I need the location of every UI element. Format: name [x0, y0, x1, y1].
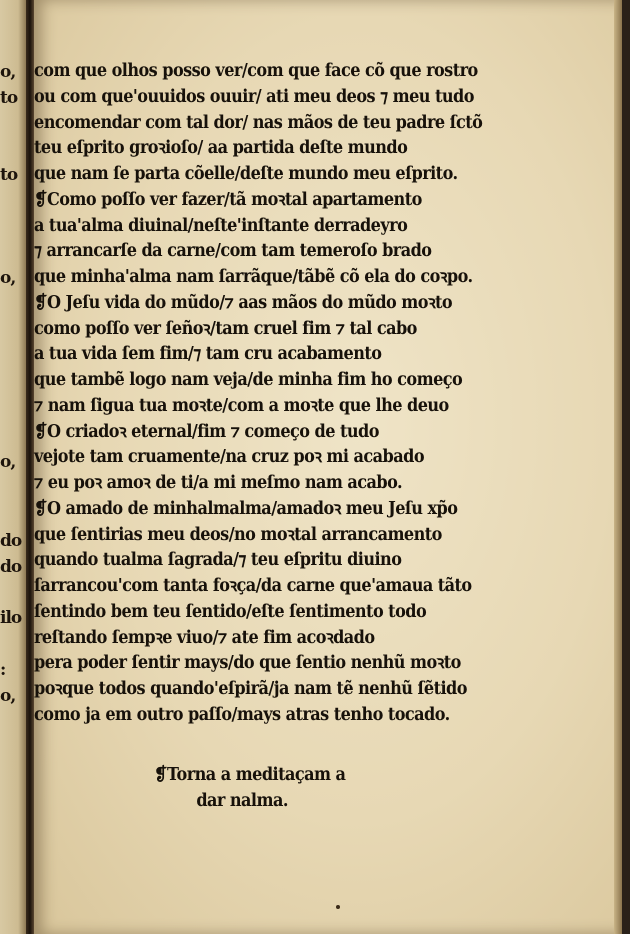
text-line: com que olhos posso ver/com que face cõ que rostro: [34, 61, 478, 81]
text-line: ſarrancou'com tanta foꝛça/da carne que'amaua tãto: [34, 576, 472, 596]
text-line: a tua vida ſem fim/⁊ tam cru acabamento: [34, 344, 382, 365]
facing-fragment: o,: [0, 452, 16, 472]
facing-fragment: do: [0, 531, 22, 551]
text-line: a tua'alma diuinal/neſte'inſtante derradeyro: [34, 215, 408, 236]
text-line: que ſentirias meu deos/no moꝛtal arrancamento: [34, 524, 442, 545]
page-right-edge: [614, 0, 622, 934]
text-line: ⁊ eu poꝛ amoꝛ de ti/a mi meſmo nam acabo.: [34, 473, 403, 493]
text-line: reſtando ſempꝛe viuo/⁊ ate fim acoꝛdado: [34, 627, 375, 648]
text-line: ❡O criadoꝛ eternal/fim ⁊ começo de tudo: [34, 421, 379, 442]
text-line: poꝛque todos quando'eſpirã/ja nam tẽ nenhũ ſẽtido: [34, 679, 467, 699]
facing-fragment: do: [0, 557, 22, 577]
ink-speck: [336, 905, 340, 909]
text-line: pera poder ſentir mays/do que ſentio nenhũ moꝛto: [34, 653, 461, 674]
facing-fragment: o,: [0, 686, 16, 706]
text-line: quando tualma ſagrada/⁊ teu eſpritu diuino: [34, 550, 402, 571]
text-line: ⁊ nam ſigua tua moꝛte/com a moꝛte que lhe deuo: [34, 395, 449, 416]
facing-fragment: to: [0, 165, 18, 185]
printed-page: [34, 0, 622, 934]
text-line: como ja em outro paſſo/mays atras tenho tocado.: [34, 704, 450, 725]
text-line: teu eſprito groꝛioſo/ aa partida deſte mundo: [34, 138, 408, 159]
book-gutter: [26, 0, 34, 934]
text-line: ❡Como poſſo ver fazer/tã moꝛtal apartamento: [34, 189, 422, 210]
facing-page-edge: [0, 0, 26, 934]
facing-fragment: o,: [0, 268, 16, 288]
facing-fragment: o,: [0, 62, 16, 82]
heading-line: ❡Torna a meditaçam a: [154, 765, 346, 785]
facing-fragment: :: [0, 660, 6, 680]
text-line: que minha'alma nam ſarrãque/tãbẽ cõ ela do coꝛpo.: [34, 267, 473, 287]
text-line: que tambẽ logo nam veja/de minha fim ho começo: [34, 370, 463, 390]
facing-fragment: to: [0, 88, 18, 108]
text-line: vejote tam cruamente/na cruz poꝛ mi acabado: [34, 447, 425, 468]
text-line: ❡O amado de minhalmalma/amadoꝛ meu Jeſu xp̃o: [34, 498, 458, 519]
text-line: ⁊ arrancarſe da carne/com tam temeroſo brado: [34, 241, 432, 262]
heading-line: dar nalma.: [196, 790, 288, 811]
section-heading: [154, 763, 454, 815]
main-text-block: [34, 59, 554, 729]
facing-fragment: ilo: [0, 608, 22, 628]
text-line: ſentindo bem teu ſentido/eſte ſentimento todo: [34, 601, 427, 622]
text-line: como poſſo ver ſeñoꝛ/tam cruel fim ⁊ tal cabo: [34, 318, 417, 339]
text-line: ou com que'ouuidos ouuir/ ati meu deos ⁊ meu tudo: [34, 86, 474, 107]
text-line: encomendar com tal dor/ nas mãos de teu padre ſctõ: [34, 112, 483, 133]
text-line: ❡O Jeſu vida do mũdo/⁊ aas mãos do mũdo moꝛto: [34, 292, 453, 313]
text-line: que nam ſe parta cõelle/deſte mundo meu eſprito.: [34, 164, 458, 184]
